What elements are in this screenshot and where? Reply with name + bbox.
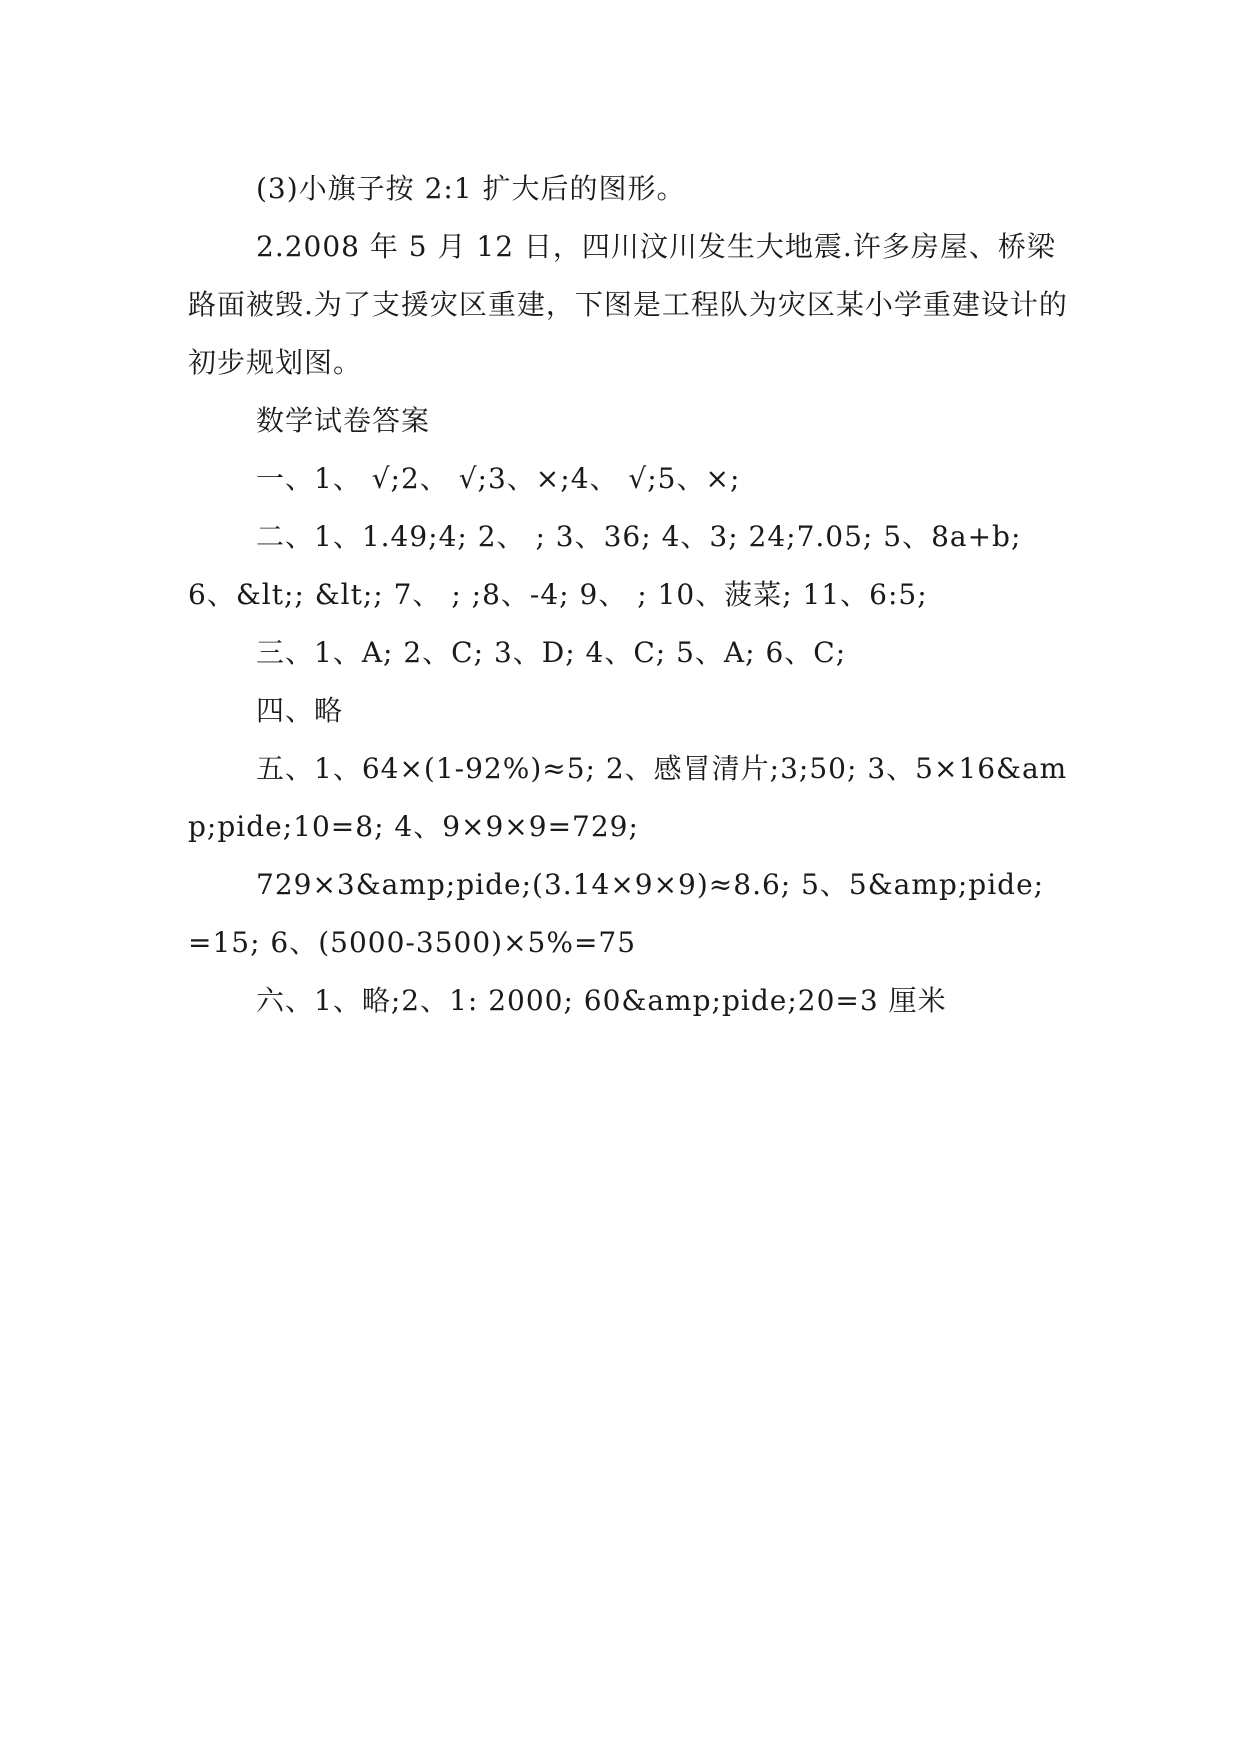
document-body (188, 160, 1068, 1030)
answer-section-1: 一、1、 √;2、 √;3、×;4、 √;5、×; (256, 462, 741, 495)
answers-heading: 数学试卷答案 (256, 404, 431, 437)
answer-section-6: 六、1、略;2、1: 2000; 60&amp;pide;20=3 厘米 (256, 984, 947, 1017)
paragraph-earthquake-question: 2.2008 年 5 月 12 日，四川汶川发生大地震.许多房屋、桥梁路面被毁.为了支援灾区重建，下图是工程队为灾区某小学重建设计的初步规划图。 (188, 230, 1068, 379)
answer-section-2: 二、1、1.49;4; 2、 ; 3、36; 4、3; 24;7.05; 5、8a+b; 6、&lt;; &lt;; 7、 ; ;8、-4; 9、 ; 10、菠菜; 11、6:5; (188, 520, 1022, 611)
paragraph-flag-enlarge: (3)小旗子按 2:1 扩大后的图形。 (256, 172, 686, 205)
answer-section-5-continued: 729×3&amp;pide;(3.14×9×9)≈8.6; 5、5&amp;pide;=15; 6、(5000-3500)×5%=75 (188, 868, 1045, 959)
answer-section-4: 四、略 (256, 694, 344, 727)
answer-section-5: 五、1、64×(1-92%)≈5; 2、感冒清片;3;50; 3、5×16&amp;pide;10=8; 4、9×9×9=729; (188, 752, 1068, 843)
answer-section-3: 三、1、A; 2、C; 3、D; 4、C; 5、A; 6、C; (256, 636, 847, 669)
